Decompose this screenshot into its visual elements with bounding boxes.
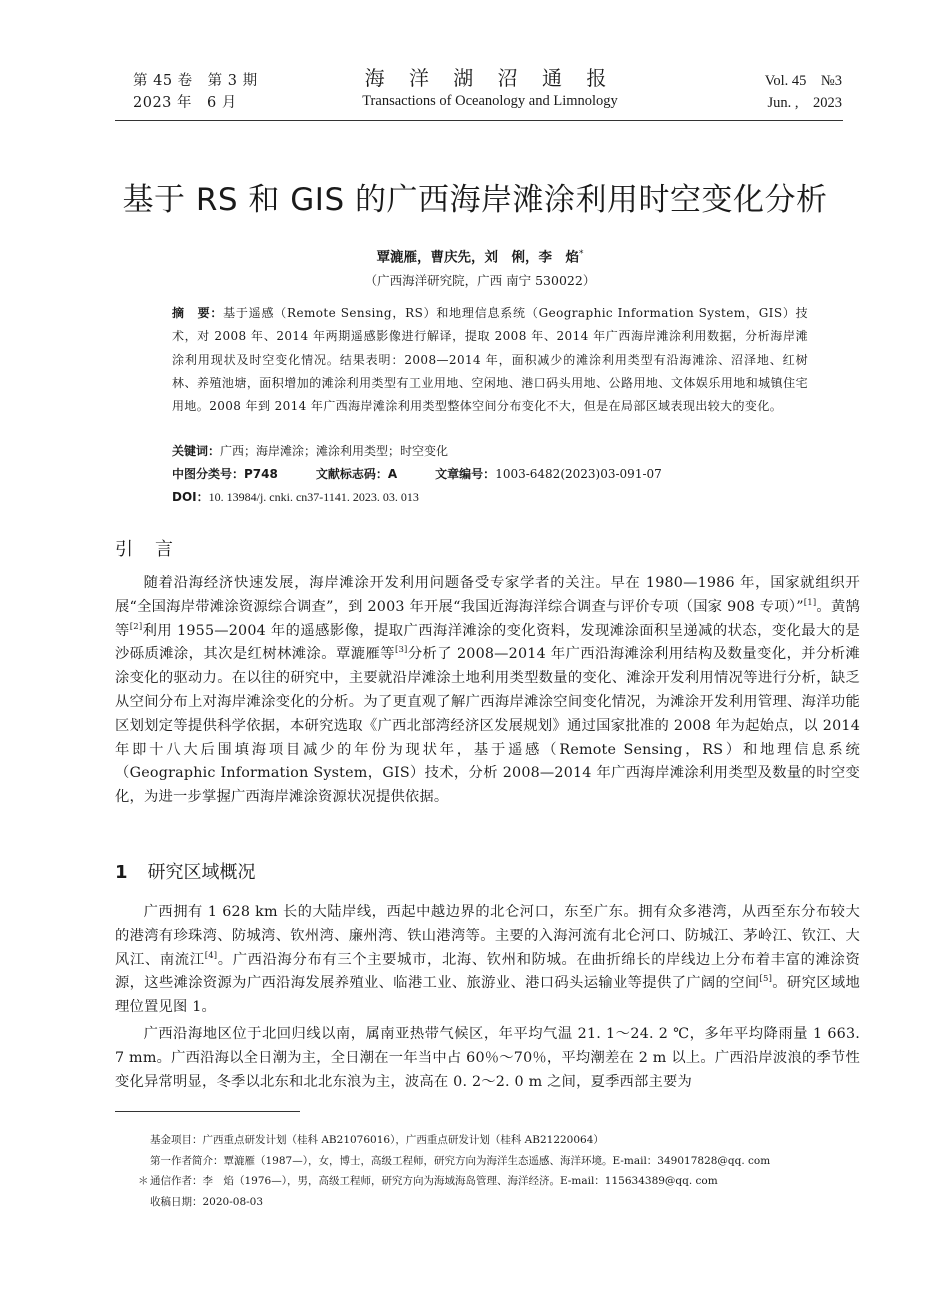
text-run: 广西拥有 1 628 km 长的大陆岸线，西起中越边界的北仑河口，东至广东。拥有众多港湾，从西至东分布较大的港湾有珍珠湾、防城湾、钦州湾、廉州湾、铁山港湾等。主要的入海河流有北仑河口、防城江、茅岭江、钦江、大风江、南流江 <box>115 904 860 968</box>
section1-paragraph-1 <box>115 901 860 1020</box>
clc-label: 中图分类号： <box>172 467 245 481</box>
doc-code-label: 文献标志码： <box>315 467 388 481</box>
text-run: 。黄鹄等 <box>115 598 860 639</box>
article-no-label: 文章编号： <box>435 467 496 481</box>
author-list <box>300 245 660 267</box>
citation: [4] <box>204 950 218 961</box>
section-number: 1 <box>115 862 128 883</box>
citation: [3] <box>394 645 408 656</box>
text-run: 。广西沿海分布有三个主要城市，北海、钦州和防城。在曲折绵长的岸线边上分布着丰富的滩涂资源，这些滩涂资源为广西沿海发展养殖业、临港工业、旅游业、港口码头运输业等提供了广阔的空间 <box>115 951 860 992</box>
volume-issue-cn: 第 45 卷 第 3 期 <box>133 73 258 89</box>
corresponding-author-text: 通信作者：李 焰（1976—），男，高级工程师，研究方向为海域海岛管理、海洋经济。E-mail：115634389@qq. com <box>150 1175 718 1187</box>
footnotes <box>138 1130 870 1212</box>
section-title: 研究区域概况 <box>147 862 256 883</box>
footnote-corresponding <box>138 1171 870 1192</box>
footnote-received: 收稿日期：2020-08-03 <box>150 1195 264 1208</box>
journal-name-en: Transactions of Oceanology and Limnology <box>362 93 618 109</box>
header-divider <box>115 120 843 121</box>
keywords-text: 广西；海岸滩涂；滩涂利用类型；时空变化 <box>220 444 449 458</box>
text-run: 。研究区域地理位置见图 1。 <box>115 975 861 1016</box>
abstract <box>172 302 808 418</box>
keywords-label: 关键词： <box>172 444 221 458</box>
section1-paragraph-2: 广西沿海地区位于北回归线以南，属南亚热带气候区，年平均气温 21. 1～24. 2 ℃，多年平均降雨量 1 663. 7 mm。广西沿海以全日潮为主，全日潮在一年当中占 60％～70％，平均潮差在 2 m 以上。广西沿岸波浪的季节性变化异常明显，冬季以北东和北北东浪为主，波高在 0. 2～2. 0 m 之间，夏季西部主要为 <box>115 1026 860 1090</box>
citation: [5] <box>759 974 773 985</box>
header-issue-cn <box>133 70 258 114</box>
text-run: 利用 1955—2004 年的遥感影像，提取广西海洋滩涂的变化资料，发现滩涂面积呈递减的状态，变化最大的是沙砾质滩涂，其次是红树林滩涂。覃漉雁等 <box>115 622 860 663</box>
keywords <box>172 442 812 460</box>
doc-code-value: A <box>387 467 398 481</box>
date-en: Jun. , 2023 <box>767 95 842 111</box>
citation: [2] <box>129 621 143 632</box>
doi-label: DOI： <box>172 490 209 504</box>
section-heading-intro: 引言 <box>115 539 195 560</box>
footnote-funding: 基金项目：广西重点研发计划（桂科 AB21076016），广西重点研发计划（桂科 AB21220064） <box>150 1134 604 1146</box>
authors: 覃漉雁，曹庆先，刘 俐，李 焰 <box>376 249 579 266</box>
abstract-text: 基于遥感（Remote Sensing，RS）和地理信息系统（Geographic Information System，GIS）技术，对 2008 年、2014 年两期遥感影像进行解译，提取 2008 年、2014 年广西海岸滩涂利用数据，分析海岸滩涂利用现状及时空变化情况。结果表明：2008—2014 年，面积减少的滩涂利用类型有沿海滩涂、沼泽地、红树林、养殖池塘，面积增加的滩涂利用类型有工业用地、空闲地、港口码头用地、公路用地、文体娱乐用地和城镇住宅用地。2008 年到 2014 年广西海岸滩涂利用类型整体空间分布变化不大，但是在局部区域表现出较大的变化。 <box>172 306 809 414</box>
date-cn: 2023 年 6 月 <box>133 95 237 111</box>
volume-en: Vol. 45 №3 <box>764 73 842 89</box>
citation: [1] <box>803 598 817 609</box>
journal-name-cn: 海 洋 湖 沼 通 报 <box>364 66 616 90</box>
doi-line <box>172 488 812 506</box>
text-run: 分析了 2008—2014 年广西沿海滩涂利用结构及数量变化，并分析滩涂变化的驱动力。在以往的研究中，主要就沿岸滩涂土地利用类型数量的变化、滩涂开发利用情况等进行分析，缺乏从空间分布上对海岸滩涂变化的分析。为了更直观了解广西海岸滩涂空间变化情况，为滩涂开发利用管理、海洋功能区划划定等提供科学依据，本研究选取《广西北部湾经济区发展规划》通过国家批准的 2008 年为起始点，以 2014 年即十八大后围填海项目减少的年份为现状年，基于遥感（Remote Sensing，RS）和地理信息系统（Geographic Information System，GIS）技术，分析 2008—2014 年广西海岸滩涂利用类型及数量的时空变化，为进一步掌握广西海岸滩涂资源状况提供依据。 <box>115 646 860 806</box>
abstract-label: 摘 要： <box>172 306 224 320</box>
article-title: 基于 RS 和 GIS 的广西海岸滩涂利用时空变化分析 <box>122 182 828 218</box>
header-journal-name <box>300 64 680 110</box>
classification-line <box>172 465 812 483</box>
intro-paragraph <box>115 572 860 810</box>
affiliation: （广西海洋研究院，广西 南宁 530022） <box>364 273 596 288</box>
footnote-mark: ＊ <box>138 1175 149 1187</box>
footnote-divider <box>115 1111 300 1112</box>
section-heading-1 <box>115 861 256 885</box>
header-issue-en <box>765 70 842 114</box>
clc-value: P748 <box>244 467 278 481</box>
footnote-first-author: 第一作者简介：覃漉雁（1987—），女，博士，高级工程师，研究方向为海洋生态遥感、海洋环境。E-mail：349017828@qq. com <box>150 1154 771 1167</box>
corresponding-mark: * <box>579 249 584 259</box>
doi-value: 10. 13984/j. cnki. cn37-1141. 2023. 03. 013 <box>208 490 419 504</box>
text-run: 随着沿海经济快速发展，海岸滩涂开发利用问题备受专家学者的关注。早在 1980—1986 年，国家就组织开展“全国海岸带滩涂资源综合调查”，到 2003 年开展“我国近海海洋综合调查与评价专项（国家 908 专项）” <box>115 575 860 615</box>
article-no-value: 1003-6482(2023)03-091-07 <box>495 467 662 481</box>
